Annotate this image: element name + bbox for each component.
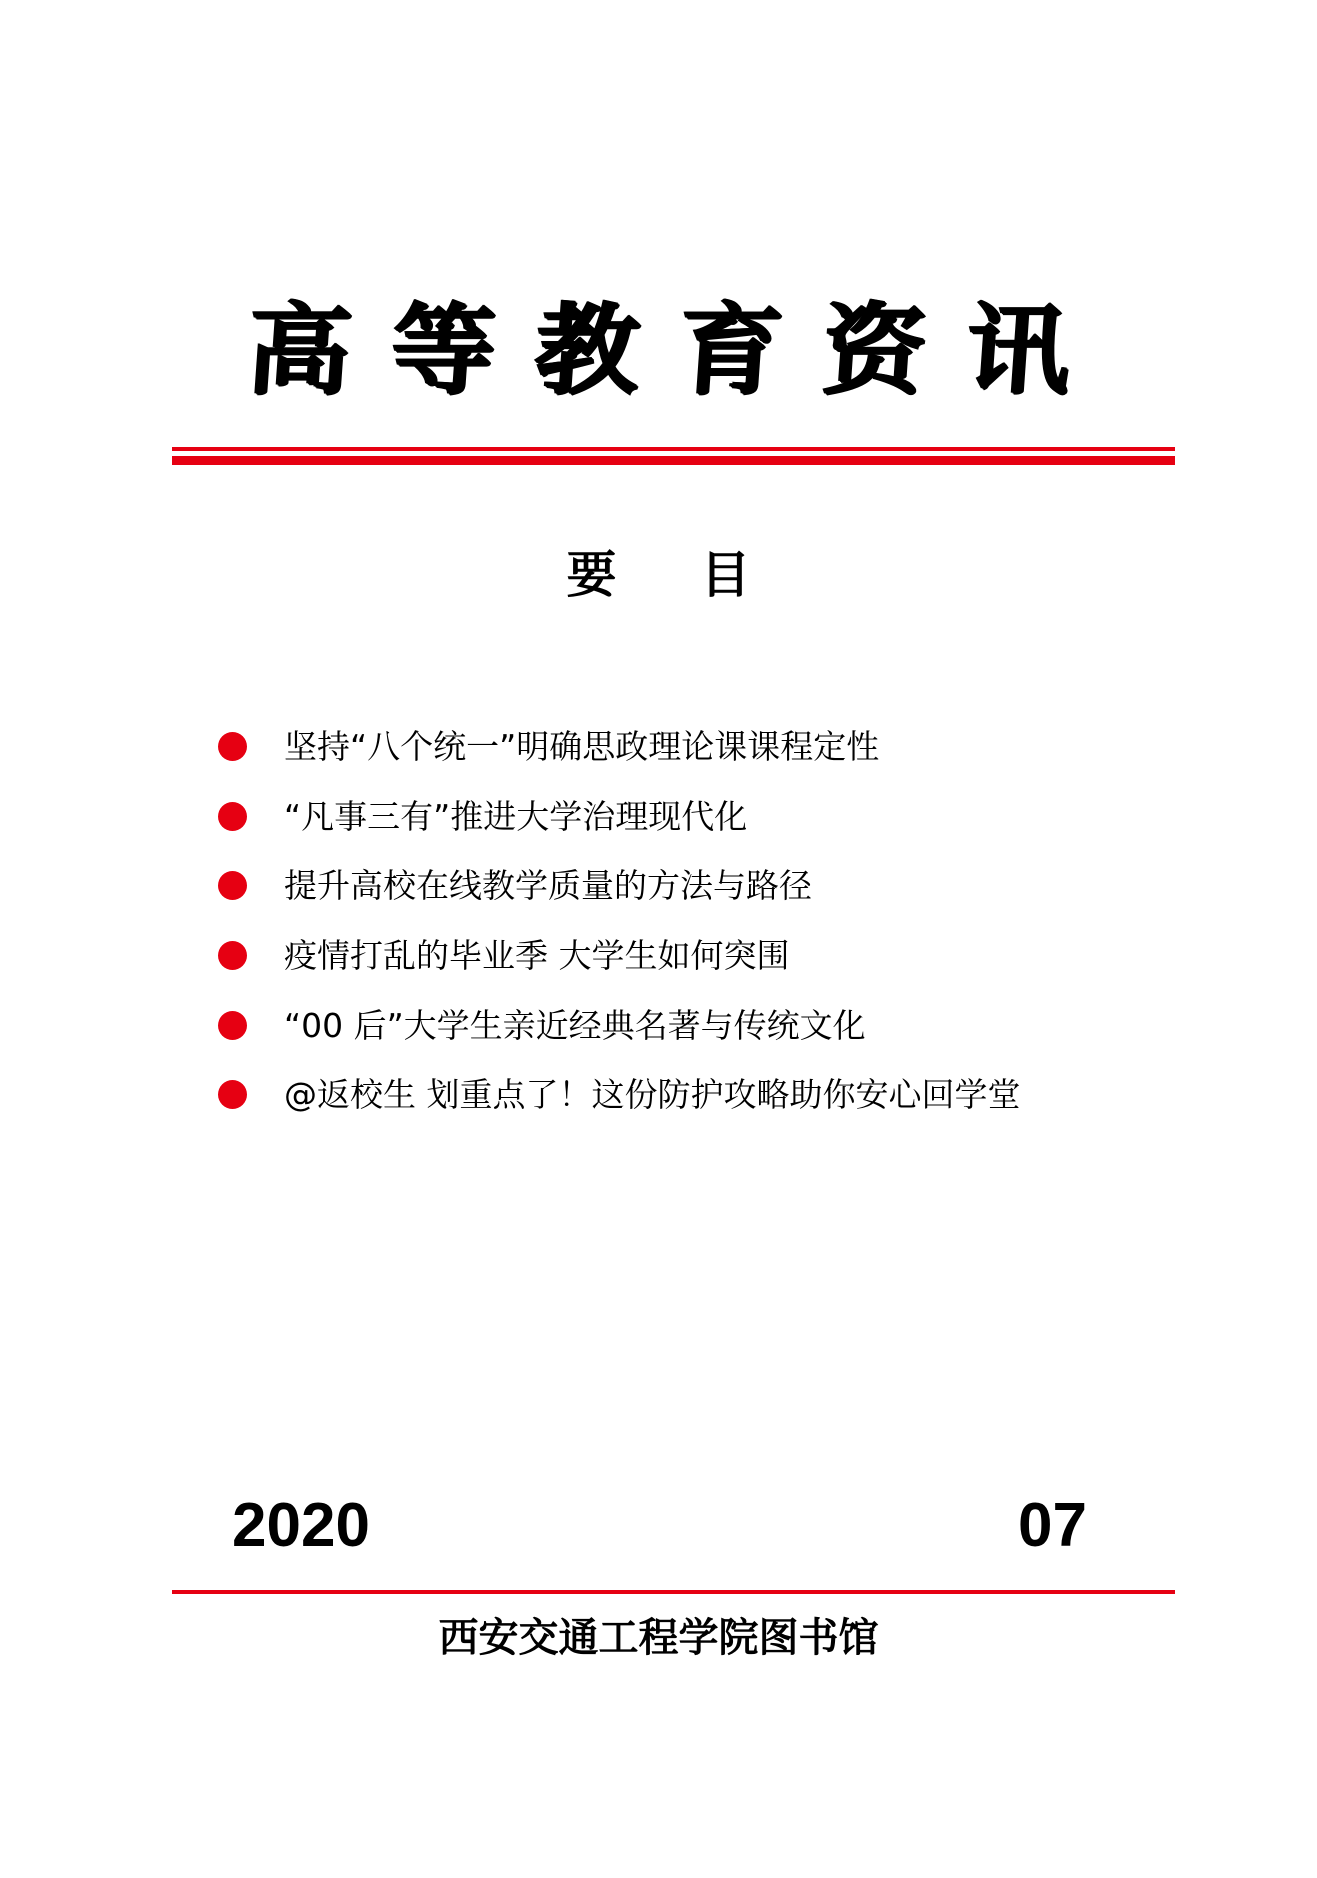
red-bullet-icon bbox=[218, 1011, 247, 1040]
toc-item bbox=[218, 921, 1021, 991]
issue-year: 2020 bbox=[232, 1491, 370, 1560]
toc-heading-char-2: 目 bbox=[700, 545, 751, 604]
red-bullet-icon bbox=[218, 802, 247, 831]
toc-item-text: “00 后”大学生亲近经典名著与传统文化 bbox=[284, 1005, 866, 1045]
masthead-char-4: 育 bbox=[674, 291, 787, 408]
masthead-title bbox=[172, 275, 1145, 425]
toc-heading bbox=[0, 545, 1317, 604]
masthead-char-6: 讯 bbox=[961, 291, 1075, 408]
masthead-divider-thin bbox=[172, 447, 1175, 451]
masthead-char-2: 等 bbox=[386, 291, 499, 408]
toc-item-text: 疫情打乱的毕业季 大学生如何突围 bbox=[284, 936, 790, 976]
toc-item-text: @返校生 划重点了！这份防护攻略助你安心回学堂 bbox=[284, 1075, 1021, 1115]
masthead-char-1: 高 bbox=[242, 291, 356, 408]
masthead-divider-thick bbox=[172, 456, 1175, 465]
issue-number: 07 bbox=[1018, 1491, 1087, 1560]
masthead-char-3: 教 bbox=[530, 291, 643, 408]
red-bullet-icon bbox=[218, 941, 247, 970]
publisher-name: 西安交通工程学院图书馆 bbox=[438, 1615, 879, 1661]
toc-list bbox=[218, 712, 1021, 1130]
masthead-char-5: 资 bbox=[818, 291, 931, 408]
toc-item-text: 坚持“八个统一”明确思政理论课课程定性 bbox=[284, 727, 880, 767]
red-bullet-icon bbox=[218, 871, 247, 900]
toc-item-text: 提升高校在线教学质量的方法与路径 bbox=[284, 866, 812, 906]
toc-item bbox=[218, 782, 1021, 852]
toc-item-text: “凡事三有”推进大学治理现代化 bbox=[284, 796, 748, 836]
toc-item bbox=[218, 851, 1021, 921]
red-bullet-icon bbox=[218, 732, 247, 761]
toc-item bbox=[218, 712, 1021, 782]
toc-item bbox=[218, 990, 1021, 1060]
red-bullet-icon bbox=[218, 1080, 247, 1109]
toc-item bbox=[218, 1060, 1021, 1130]
footer-divider bbox=[172, 1590, 1175, 1594]
toc-heading-char-1: 要 bbox=[566, 545, 617, 604]
